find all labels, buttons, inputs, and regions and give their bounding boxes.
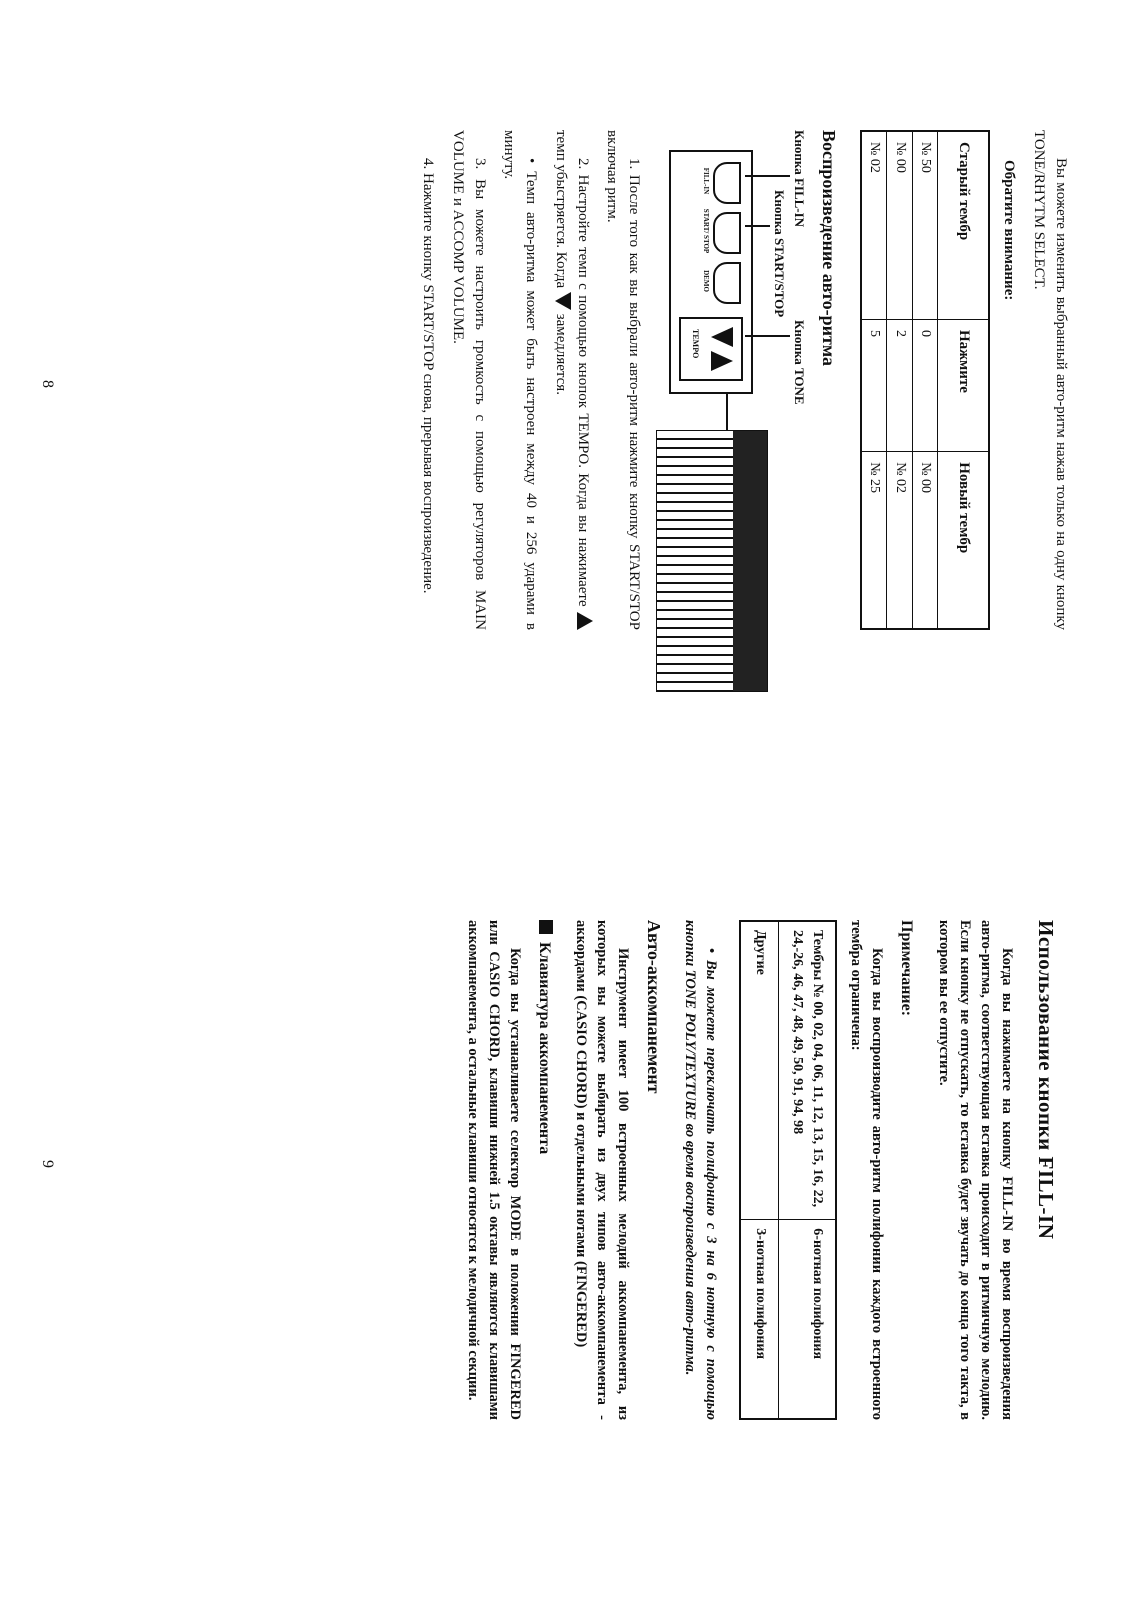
table-cell: № 00 xyxy=(887,131,912,320)
step-1: 1. После того как вы выбрали авто-ритм нажмите кнопку START/STOP включая ритм. xyxy=(604,130,643,630)
note-title: Примечание: xyxy=(898,920,916,1017)
table-cell: № 25 xyxy=(861,452,887,629)
tempo-bullet: • Темп авто-ритма может быть настроен между 40 и 256 ударами в минуту. xyxy=(501,130,540,630)
table-cell: 0 xyxy=(912,320,937,452)
tone-change-table xyxy=(860,130,990,630)
start-stop-caption: START/ STOP xyxy=(702,208,711,254)
table-row xyxy=(778,921,836,1419)
keyboard-illustration xyxy=(656,430,768,692)
section-title: Воспроизведение авто-ритма xyxy=(819,130,840,367)
demo-caption: DEMO xyxy=(702,270,711,292)
tempo-buttons xyxy=(679,317,743,381)
triangle-down-icon xyxy=(555,292,571,310)
panel-outline xyxy=(669,150,753,394)
fill-in-caption: FILL-IN xyxy=(702,167,711,195)
tempo-down-icon[interactable] xyxy=(711,327,733,347)
table-header-row xyxy=(938,131,989,629)
step-2-text-b: темп убыстряется. Когда xyxy=(552,130,569,289)
page-number-left: 8 xyxy=(39,380,56,388)
note-text: Когда вы воспроизводите авто-ритм полифонии каждого встроенного тембра ограничена: xyxy=(848,920,886,1420)
table-cell: Другие xyxy=(740,921,778,1220)
table-cell: Тембры № 00, 02, 04, 06, 11, 12, 13, 15, 16, 22, 24,-26, 46, 47, 48, 49, 50, 91, 94, 98 xyxy=(778,921,836,1220)
auto-accompaniment-title: Авто-аккомпанемент xyxy=(644,920,665,1094)
demo-button[interactable] xyxy=(713,262,741,304)
step-3: 3. Вы можете настроить громкость с помощью регуляторов MAIN VOLUME и ACCOMP VOLUME. xyxy=(449,130,488,630)
keyboard-panel xyxy=(733,431,767,691)
note-label: Обратите внимание: xyxy=(1001,160,1018,301)
auto-accompaniment-text: Инструмент имеет 100 встроенных мелодий аккомпанемента, из которых вы можете выбирать из двух типов авто-аккомпанемента - аккордами (CASIO CHORD) и отдельными нотами (FINGERED) xyxy=(573,920,632,1420)
keyboard-accompaniment-title xyxy=(533,920,556,1420)
fill-in-title: Использование кнопки FILL-IN xyxy=(1034,920,1058,1240)
keyboard-accompaniment-label: Клавиатура аккомпанемента xyxy=(536,942,554,1155)
table-row xyxy=(912,131,937,629)
table-cell: № 02 xyxy=(887,452,912,629)
table-cell: 3-нотная полифония xyxy=(740,1220,778,1419)
polyphony-table xyxy=(739,920,837,1420)
table-cell: № 02 xyxy=(861,131,887,320)
table-cell: № 00 xyxy=(912,452,937,629)
tempo-up-icon[interactable] xyxy=(711,351,733,371)
table-row xyxy=(861,131,887,629)
triangle-up-icon xyxy=(577,612,593,630)
table-cell: 6-нотная полифония xyxy=(778,1220,836,1419)
tempo-caption: TEMPO xyxy=(691,329,701,359)
table-row xyxy=(887,131,912,629)
table-header: Новый тембр xyxy=(938,452,989,629)
left-page xyxy=(408,130,1071,630)
intro-text: Вы можете изменить выбранный авто-ритм нажав только на одну кнопку TONE/RHYTM SELECT. xyxy=(1031,130,1069,630)
table-cell: 2 xyxy=(887,320,912,452)
table-header: Нажмите xyxy=(938,320,989,452)
step-2-text-a: 2. Настройте темп с помощью кнопок TEMPO. Когда вы нажимаете xyxy=(574,158,591,607)
right-page xyxy=(454,920,1071,1420)
square-bullet-icon xyxy=(539,920,553,934)
start-stop-button[interactable] xyxy=(713,212,741,254)
step-4: 4. Нажмите кнопку START/STOP снова, прерывая воспроизведение. xyxy=(420,158,437,594)
start-stop-label: Кнопка START/STOP xyxy=(772,190,788,318)
control-panel-diagram xyxy=(658,130,808,630)
page-number-right: 9 xyxy=(39,1160,56,1168)
polyphony-note: • Вы можете переключать полифонию с 3 на 6 нотную с помощью кнопки TONE POLY/TEXTURE во время воспроизведения авто-ритма. xyxy=(682,920,720,1420)
fill-in-button[interactable] xyxy=(713,162,741,204)
fill-in-label: Кнопка FILL-IN xyxy=(792,130,808,228)
leader-line xyxy=(726,392,728,430)
fill-in-paragraph: Когда вы нажимаете на кнопку FILL-IN во время воспроизведения авто-ритма, соответствующая вставка происходит в ритмичную мелодию. Если кнопку не отпускать, то вставка будет звучать до конца того такта, в котором вы ее отпустите. xyxy=(935,920,1015,1420)
table-cell: 5 xyxy=(861,320,887,452)
keyboard-accompaniment-text: Когда вы устанавливаете селектор MODE в положении FINGERED или CASIO CHORD, клавиши нижней 1.5 октавы являются клавишами аккомпанемента, а остальные клавиши относятся к мелодичной секции. xyxy=(465,920,524,1420)
step-2-text-c: замедляется. xyxy=(552,313,569,395)
table-header: Старый тембр xyxy=(938,131,989,320)
tone-label: Кнопка TONE xyxy=(792,320,808,405)
table-cell: № 50 xyxy=(912,131,937,320)
table-row xyxy=(740,921,778,1419)
step-2 xyxy=(549,130,593,630)
